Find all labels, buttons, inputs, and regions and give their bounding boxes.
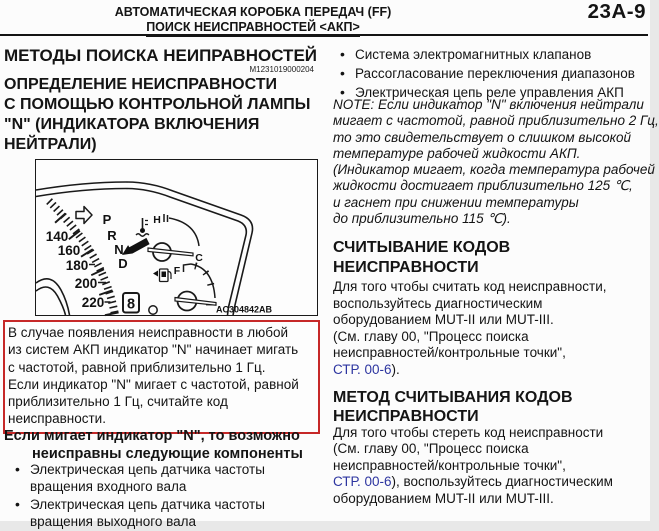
text-line: • Электрическая цепь датчика частоты [30,461,265,478]
text-line: то это свидетельствует о слишком высокой [333,129,632,145]
coolant-temp-icon [136,218,149,236]
text-line: Для того чтобы стереть код неисправности [333,425,604,440]
list-item [4,496,265,531]
header-divider [0,34,648,36]
text-line: СЧИТЫВАНИЕ КОДОВ [333,239,511,256]
cluster-drawing [36,160,317,315]
header-title-line2: ПОИСК НЕИСПРАВНОСТЕЙ <АКП> [146,20,360,37]
text-line: температуре рабочей жидкости АКП. [333,145,581,161]
speed-number: 180 [65,258,89,273]
text-line: оборудованием MUT-II или MUT-III. [333,312,554,328]
text-line: до приблизительно 115 ℃). [333,211,511,227]
text-line: и гаснет при снижении температуры [333,194,579,210]
text-line: НЕИСПРАВНОСТИ [333,258,479,276]
list-item: • Система электромагнитных клапанов [337,45,635,64]
components-list [4,461,265,531]
text-line [333,474,613,490]
text-line: вращения входного вала [30,479,187,495]
warning-red-box [3,320,320,434]
text-line: мигает с частотой, равной приблизительно 2 Гц, [333,113,659,129]
header-title-line1: АВТОМАТИЧЕСКАЯ КОРОБКА ПЕРЕДАЧ (FF) [114,5,392,19]
doc-code: M1231019000204 [249,65,314,74]
text-line: с частотой, равной приблизительно 1 Гц. [8,359,266,375]
text-line: неисправности. [8,411,106,427]
text-line: С ПОМОЩЬЮ КОНТРОЛЬНОЙ ЛАМПЫ [4,96,311,113]
odometer-display [123,293,157,314]
speed-number: 140 [45,229,69,244]
text-line: неисправностей/контрольные точки", [333,345,566,361]
text-line: приблизительно 1 Гц, считайте код [8,394,228,410]
text-line: • Электрическая цепь датчика частоты [30,496,265,513]
fault-sources-list [337,45,635,103]
page-ref-link[interactable]: СТР. 00-6 [333,361,392,377]
text-line: (См. главу 00, "Процесс поиска [333,328,529,344]
text-line: МЕТОД СЧИТЫВАНИЯ КОДОВ [333,389,573,406]
section-title: МЕТОДЫ ПОИСКА НЕИПРАВНОСТЕЙ [4,46,317,65]
method-heading [333,388,573,426]
figure-caption: AC304842AB [215,304,272,315]
text-line: неисправны следующие компоненты [32,445,303,462]
page-header [88,5,418,37]
gear-indicator-letters [103,212,128,271]
neutral-arrow-icon [122,238,150,255]
speed-number: 220 [81,295,105,310]
list-item [4,461,265,496]
text-line: (Индикатор мигает, когда температура рабочей [333,162,655,178]
method-paragraph [333,425,613,507]
text-line: В случае появления неисправности в любой [8,325,289,340]
speed-number: 200 [74,276,98,291]
text-line: Если индикатор "N" мигает с частотой, равной [8,376,299,392]
text-line: неисправностей/контрольные точки", [333,457,566,473]
text-line: (См. главу 00, "Процесс поиска [333,441,529,457]
instrument-cluster-figure [35,159,318,316]
speed-number: 160 [57,243,81,258]
temp-gauge [148,214,203,264]
fuel-full-label: F [173,265,181,277]
fuel-pump-icon [153,269,171,282]
components-heading [4,428,303,463]
temp-high-label: H [153,214,161,226]
text-line: вращения выходного вала [30,514,197,530]
turn-signal-arrow-icon [76,207,92,224]
subsection-heading [4,75,310,155]
gear-letter: P [102,212,112,227]
fuel-gauge [174,264,216,311]
text-fragment: ), воспользуйтесь диагностическим [391,474,613,490]
gear-letter: R [107,228,117,243]
list-item: • Электрическая цепь реле управления АКП [337,83,635,102]
text-line: воспользуйтесь диагностическим [333,295,543,311]
text-line: НЕЙТРАЛИ) [4,136,97,153]
indicator-lamp-circle [149,306,157,314]
temp-low-label: C [195,252,203,264]
list-item: • Рассогласование переключения диапазонов [337,64,635,83]
gear-letter: N [114,242,124,257]
text-line: Для того чтобы считать код неисправности, [333,279,607,294]
reading-codes-heading [333,238,510,277]
text-line: из систем АКП индикатор "N" начинает мигать [8,342,299,358]
note-paragraph [333,97,659,227]
page-ref-link[interactable]: СТР. 00-6 [333,474,392,490]
text-line: NOTE: Если индикатор "N" включения нейтрали [333,97,644,112]
text-line: жидкости достигает приблизительно 125 ℃, [333,178,633,194]
text-line: ОПРЕДЕЛЕНИЕ НЕИСПРАВНОСТИ [4,76,278,93]
gear-letter: D [118,256,128,271]
text-line: НЕИСПРАВНОСТИ [333,408,479,425]
adjacent-dial-edge [36,279,70,315]
text-line: "N" (ИНДИКАТОРА ВКЛЮЧЕНИЯ [4,116,260,133]
text-line: Если мигает индикатор "N", то возможно [4,428,300,444]
text-line: оборудованием MUT-II или MUT-III. [333,490,554,506]
reading-codes-paragraph [333,279,607,379]
page-number: 23A-9 [587,0,646,23]
odometer-digit: 8 [126,296,136,313]
text-line [333,362,607,379]
text-fragment: ). [391,361,400,377]
